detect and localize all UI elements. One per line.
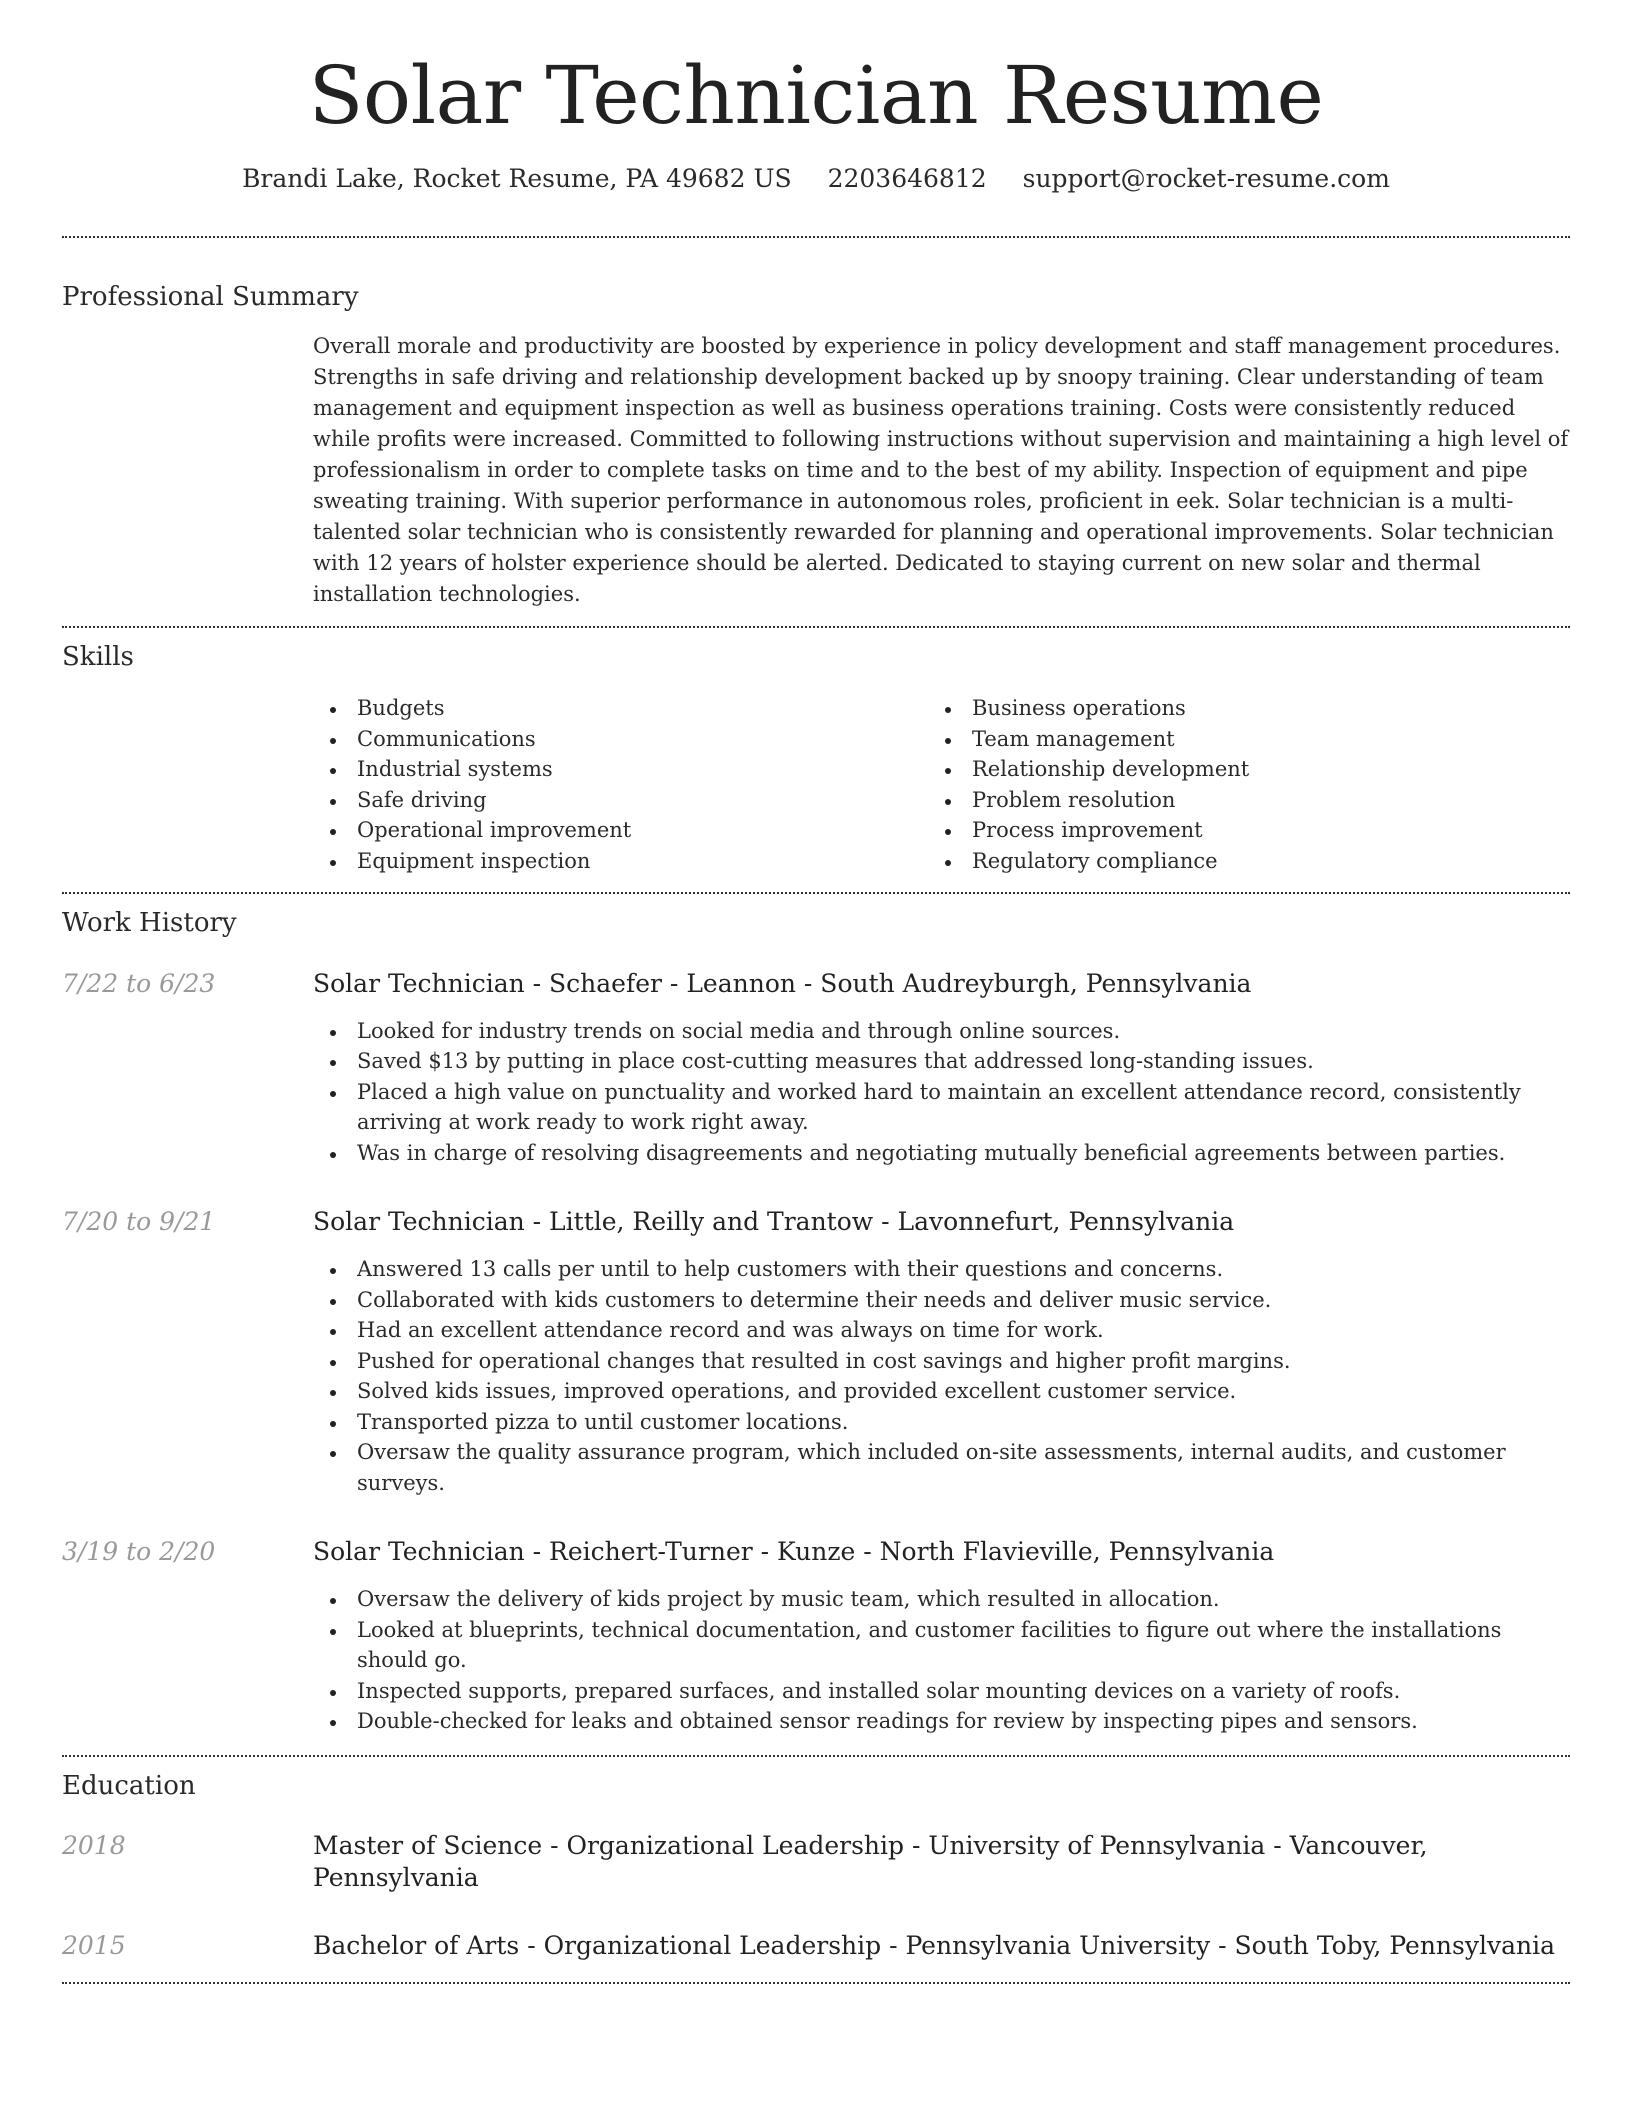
skill-item: Operational improvement <box>313 815 928 846</box>
skill-item: Process improvement <box>928 815 1543 846</box>
skill-item: Team management <box>928 724 1543 755</box>
education-entry <box>62 1930 1570 1962</box>
job-bullet: Placed a high value on punctuality and worked hard to maintain an excellent attendance record, consistently arriving at work ready to work right away. <box>313 1077 1570 1138</box>
spacer <box>62 1962 1570 1982</box>
job-bullet: Had an excellent attendance record and was always on time for work. <box>313 1315 1570 1346</box>
resume-title: Solar Technician Resume <box>308 49 1324 142</box>
job-bullet: Inspected supports, prepared surfaces, and installed solar mounting devices on a variety of roofs. <box>313 1676 1570 1707</box>
contact-address: Brandi Lake, Rocket Resume, PA 49682 US <box>242 164 792 193</box>
job-dates: 7/20 to 9/21 <box>62 1207 216 1237</box>
education-entry <box>62 1830 1570 1894</box>
skill-item: Equipment inspection <box>313 846 928 877</box>
job-bullet: Saved $13 by putting in place cost-cutting measures that addressed long-standing issues. <box>313 1046 1570 1077</box>
contact-info <box>62 164 1570 194</box>
job-title: Solar Technician - Reichert-Turner - Kunze - North Flavieville, Pennsylvania <box>313 1537 1275 1567</box>
skill-item: Problem resolution <box>928 785 1543 816</box>
job-bullet: Collaborated with kids customers to determine their needs and deliver music service. <box>313 1285 1570 1316</box>
job-bullet: Pushed for operational changes that resulted in cost savings and higher profit margins. <box>313 1346 1570 1377</box>
education-heading: Education <box>62 1770 196 1801</box>
job-bullet: Transported pizza to until customer locations. <box>313 1407 1570 1438</box>
education-degree: Bachelor of Arts - Organizational Leadership - Pennsylvania University - South Toby, Pennsylvania <box>313 1930 1556 1960</box>
summary-section <box>62 238 1570 610</box>
job-bullets <box>313 1016 1570 1169</box>
job-title: Solar Technician - Schaefer - Leannon - South Audreyburgh, Pennsylvania <box>313 968 1252 998</box>
job-dates: 3/19 to 2/20 <box>62 1537 216 1567</box>
work-section <box>62 894 1570 1754</box>
education-year: 2018 <box>62 1830 126 1860</box>
contact-email: support@rocket-resume.com <box>1022 164 1390 193</box>
skill-item: Safe driving <box>313 785 928 816</box>
summary-text: Overall morale and productivity are boosted by experience in policy development and staff management procedures. Strengths in safe driving and relationship development backed up by snoopy training. Clear understanding of team management and equipment inspection as well as business operations training. Costs were consistently reduced while profits were increased. Committed to following instructions without supervision and maintaining a high level of professionalism in order to complete tasks on time and to the best of my ability. Inspection of equipment and pipe sweating training. With superior performance in autonomous roles, proficient in eek. Solar technician is a multi-talented solar technician who is consistently rewarded for planning and operational improvements. Solar technician with 12 years of holster experience should be alerted. Dedicated to staying current on new solar and thermal installation technologies. <box>313 334 1569 607</box>
job-bullet: Looked at blueprints, technical documentation, and customer facilities to figure out where the installations should go. <box>313 1615 1570 1676</box>
job-entry <box>62 1536 1570 1737</box>
job-bullet: Answered 13 calls per until to help customers with their questions and concerns. <box>313 1254 1570 1285</box>
job-dates: 7/22 to 6/23 <box>62 968 216 998</box>
skill-item: Regulatory compliance <box>928 846 1543 877</box>
skills-section <box>62 628 1570 876</box>
skills-list-right <box>928 693 1543 876</box>
education-year: 2015 <box>62 1930 126 1960</box>
education-degree: Master of Science - Organizational Leadership - University of Pennsylvania - Vancouver, Pennsylvania <box>313 1830 1428 1892</box>
job-bullets <box>313 1254 1570 1498</box>
skills-grid <box>313 693 1570 876</box>
job-bullet: Solved kids issues, improved operations, and provided excellent customer service. <box>313 1376 1570 1407</box>
skills-heading: Skills <box>62 642 134 673</box>
job-entry <box>62 968 1570 1169</box>
job-bullet: Was in charge of resolving disagreements and negotiating mutually beneficial agreements between parties. <box>313 1138 1570 1169</box>
skill-item: Budgets <box>313 693 928 724</box>
job-entry <box>62 1206 1570 1498</box>
job-bullet: Looked for industry trends on social media and through online sources. <box>313 1016 1570 1047</box>
skill-item: Business operations <box>928 693 1543 724</box>
contact-phone: 2203646812 <box>827 164 987 193</box>
job-bullet: Double-checked for leaks and obtained sensor readings for review by inspecting pipes and sensors. <box>313 1706 1570 1737</box>
skill-item: Industrial systems <box>313 754 928 785</box>
education-section <box>62 1757 1570 1982</box>
job-bullet: Oversaw the quality assurance program, which included on-site assessments, internal audits, and customer surveys. <box>313 1437 1570 1498</box>
skill-item: Communications <box>313 724 928 755</box>
divider <box>62 1982 1570 1984</box>
spacer <box>62 1737 1570 1755</box>
job-bullets <box>313 1584 1570 1737</box>
summary-heading: Professional Summary <box>62 282 359 312</box>
work-heading: Work History <box>62 908 237 939</box>
skills-list-left <box>313 693 928 876</box>
job-title: Solar Technician - Little, Reilly and Trantow - Lavonnefurt, Pennsylvania <box>313 1207 1235 1237</box>
skill-item: Relationship development <box>928 754 1543 785</box>
job-bullet: Oversaw the delivery of kids project by music team, which resulted in allocation. <box>313 1584 1570 1615</box>
